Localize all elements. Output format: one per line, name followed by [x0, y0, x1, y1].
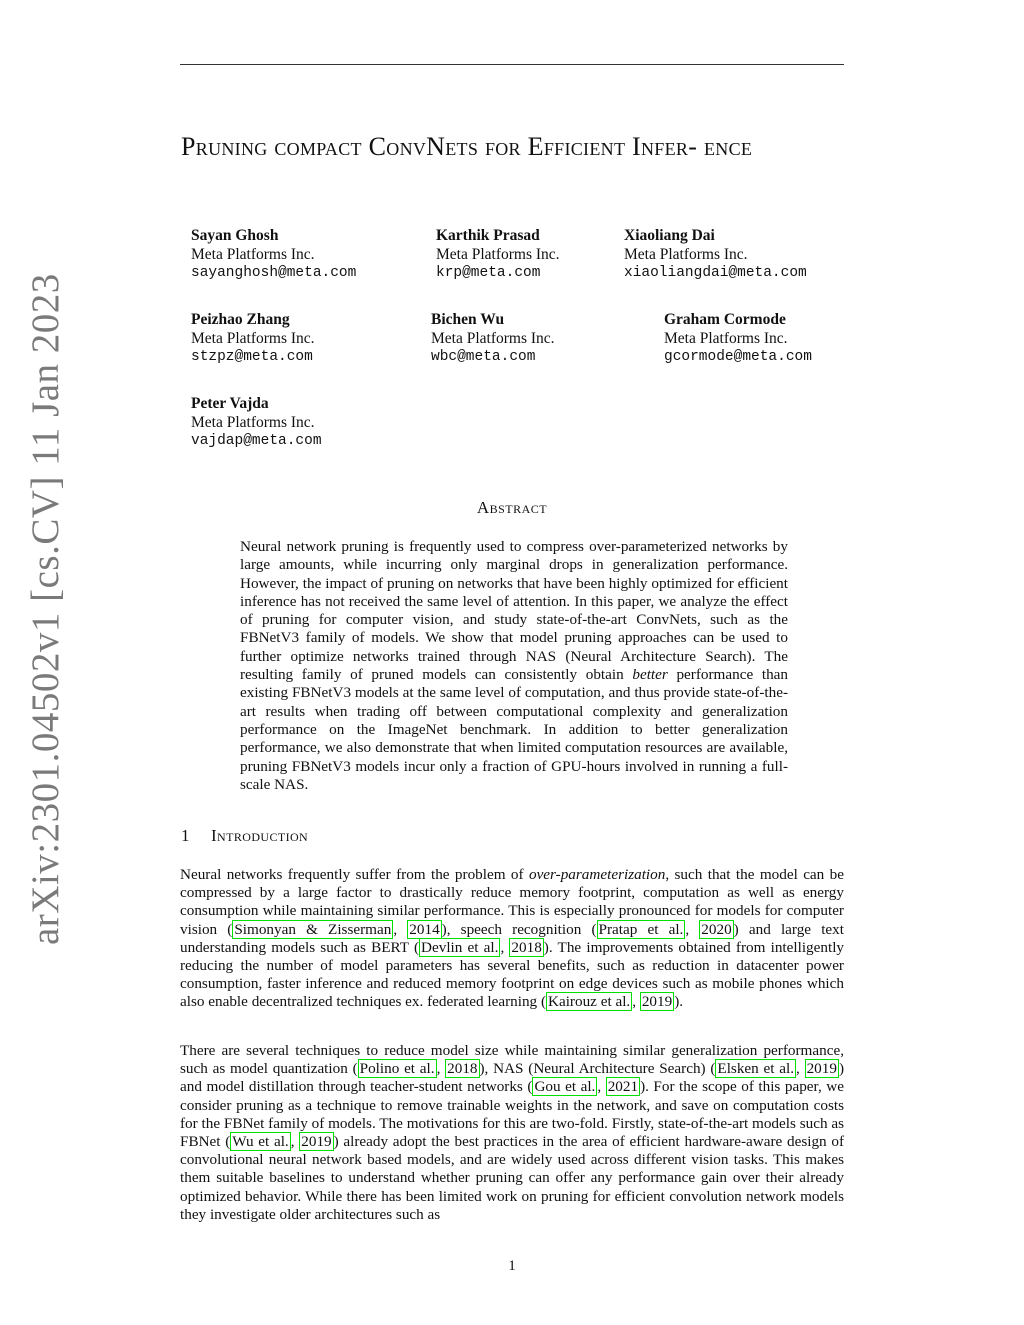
author-affiliation: Meta Platforms Inc. — [664, 329, 788, 347]
author-email[interactable]: stzpz@meta.com — [191, 349, 313, 365]
author-block — [431, 311, 555, 367]
citation-link[interactable]: 2018 — [447, 1060, 478, 1078]
author-affiliation: Meta Platforms Inc. — [431, 329, 555, 347]
body-text: , — [290, 1133, 300, 1151]
author-email[interactable]: sayanghosh@meta.com — [191, 265, 357, 281]
citation-link[interactable]: Wu et al. — [232, 1133, 289, 1151]
author-block — [191, 227, 356, 283]
author-affiliation: Meta Platforms Inc. — [191, 413, 315, 431]
author-name: Bichen Wu — [431, 311, 505, 328]
citation-link[interactable]: Kairouz et al. — [548, 993, 631, 1011]
citation-link[interactable]: 2018 — [511, 938, 542, 956]
author-block — [664, 311, 812, 367]
author-name: Peizhao Zhang — [191, 311, 290, 328]
body-text: , — [500, 938, 510, 956]
author-affiliation: Meta Platforms Inc. — [624, 245, 748, 263]
author-email[interactable]: vajdap@meta.com — [191, 433, 322, 449]
top-rule — [180, 64, 844, 65]
author-block — [436, 227, 560, 283]
author-affiliation: Meta Platforms Inc. — [436, 245, 560, 263]
citation-link[interactable]: 2020 — [701, 920, 732, 938]
body-text: ) and model distillation through teacher-student networks ( — [180, 1060, 845, 1096]
body-text: , — [685, 920, 700, 938]
body-text: ) already adopt the best practices in the area of efficient hardware-aware design of convolutional neural network based models, and are widely used across different vision tasks. This makes them suitable baselines to understand whether pruning can offer any performance gain over their already optimized behavior. While there has been limited work on pruning for efficient convolution network models they investigate older architectures such as — [180, 1133, 845, 1223]
citation-link[interactable]: 2019 — [641, 993, 673, 1011]
author-block — [191, 311, 315, 367]
body-text: , — [597, 1078, 606, 1096]
author-name: Graham Cormode — [664, 311, 786, 328]
author-block — [191, 395, 322, 451]
section-title: Introduction — [211, 826, 309, 845]
abstract-text: performance than existing FBNetV3 models at the same level of computation, and thus provide state-of-the-art results when trading off between computational complexity and generalization performance on the ImageNet benchmark. In addition to better generalization performance, we also demonstrate that when limited computation resources are available, pruning FBNetV3 models incur only a fraction of GPU-hours involved in running a full-scale NAS. — [240, 666, 788, 793]
author-affiliation: Meta Platforms Inc. — [191, 329, 315, 347]
abstract-heading: Abstract — [476, 498, 548, 517]
body-text: , such that the model can be compressed by a large factor to drastically reduce memory footprint, computation as well as energy consumption while maintaining similar performance. This is especially pronounced for models for computer vision ( — [180, 866, 844, 938]
intro-paragraph-1 — [180, 866, 844, 1012]
citation-link[interactable]: 2014 — [409, 920, 440, 938]
abstract-body — [240, 538, 788, 794]
author-name: Karthik Prasad — [436, 227, 540, 244]
body-text: ), NAS (Neural Architecture Search) ( — [479, 1060, 716, 1078]
author-affiliation: Meta Platforms Inc. — [191, 245, 315, 263]
body-text: ), speech recognition ( — [441, 920, 597, 938]
abstract-emphasis: better — [632, 666, 668, 684]
body-text: , — [632, 993, 640, 1011]
page-number: 1 — [508, 1258, 516, 1274]
section-heading-introduction — [181, 826, 308, 846]
author-block — [624, 227, 807, 283]
citation-link[interactable]: 2021 — [607, 1078, 639, 1096]
body-text: ). The improvements obtained from intelligently reducing the number of model parameters has several benefits, such as reduction in datacenter power consumption, faster inference and reduced memory footprint on edge devices such as mobile phones which also enable decentralized techniques ex. federated learning ( — [180, 938, 845, 1011]
citation-link[interactable]: Simonyan & Zisserman — [234, 920, 392, 938]
body-text: There are several techniques to reduce model size while maintaining similar generalization performance, such as model quantization ( — [180, 1042, 844, 1078]
intro-paragraph-2 — [180, 1042, 844, 1224]
author-email[interactable]: gcormode@meta.com — [664, 349, 812, 365]
body-text: ). For the scope of this paper, we consider pruning as a technique to remove trainable weights in the network, and save on computation costs for the FBNet family of models. The motivations for this are two-fold. Firstly, state-of-the-art models such as FBNet ( — [180, 1078, 845, 1151]
citation-link[interactable]: Elsken et al. — [717, 1060, 795, 1078]
abstract-text: Neural network pruning is frequently used to compress over-parameterized networks by large amounts, while incurring only marginal drops in generalization performance. However, the impact of pruning on networks that have been highly optimized for efficient inference has not received the same level of attention. In this paper, we analyze the effect of pruning for computer vision, and study state-of-the-art ConvNets, such as the FBNetV3 family of models. We show that model pruning approaches can be used to further optimize networks trained through NAS (Neural Architecture Search). The resulting family of pruned models can consistently obtain — [240, 538, 788, 684]
citation-link[interactable]: Devlin et al. — [421, 938, 499, 956]
body-text: , — [393, 920, 408, 938]
body-text: , — [436, 1060, 446, 1078]
body-text: ). — [674, 993, 684, 1011]
body-text: , — [796, 1060, 805, 1078]
author-email[interactable]: xiaoliangdai@meta.com — [624, 265, 807, 281]
section-number: 1 — [181, 826, 190, 845]
author-email[interactable]: wbc@meta.com — [431, 349, 536, 365]
citation-link[interactable]: 2019 — [301, 1133, 332, 1151]
citation-link[interactable]: Gou et al. — [534, 1078, 596, 1096]
citation-link[interactable]: Pratap et al. — [598, 920, 684, 938]
author-name: Sayan Ghosh — [191, 227, 279, 244]
author-name: Xiaoliang Dai — [624, 227, 715, 244]
arxiv-identifier: arXiv:2301.04502v1 [cs.CV] 11 Jan 2023 — [24, 273, 67, 945]
citation-link[interactable]: Polino et al. — [359, 1060, 435, 1078]
body-text: Neural networks frequently suffer from the problem of — [180, 866, 529, 883]
paper-title: Pruning compact ConvNets for Efficient Infer- ence — [181, 132, 753, 161]
author-email[interactable]: krp@meta.com — [436, 265, 541, 281]
body-emphasis: over-parameterization — [528, 866, 666, 883]
author-name: Peter Vajda — [191, 395, 269, 412]
body-text: ) and large text understanding models such as BERT ( — [180, 920, 844, 956]
citation-link[interactable]: 2019 — [806, 1060, 837, 1078]
